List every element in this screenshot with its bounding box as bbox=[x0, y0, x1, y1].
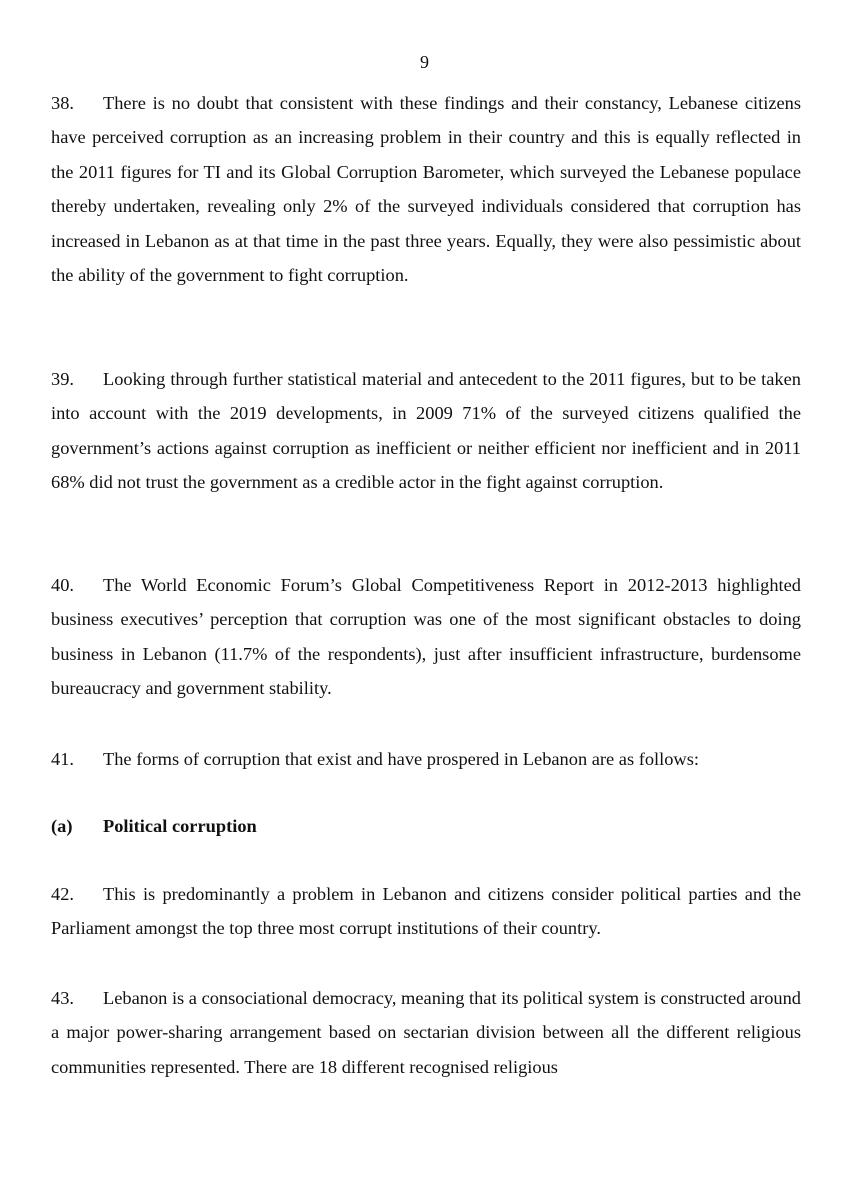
paragraph-40 bbox=[51, 568, 801, 706]
section-label: (a) bbox=[51, 816, 73, 836]
paragraph-number: 41. bbox=[51, 749, 74, 769]
section-title: Political corruption bbox=[103, 816, 257, 836]
paragraph-43 bbox=[51, 981, 801, 1084]
paragraph-number: 38. bbox=[51, 93, 74, 113]
paragraph-38 bbox=[51, 86, 801, 292]
paragraph-41 bbox=[51, 742, 801, 776]
section-heading bbox=[51, 809, 801, 843]
paragraph-number: 40. bbox=[51, 575, 74, 595]
paragraph-number: 43. bbox=[51, 988, 74, 1008]
paragraph-text: Lebanon is a consociational democracy, meaning that its political system is constructed around a major power-sharing arrangement based on sectarian division between all the different religious communities represented. There are 18 different recognised religious bbox=[51, 988, 801, 1077]
paragraph-number: 39. bbox=[51, 369, 74, 389]
paragraph-text: The forms of corruption that exist and have prospered in Lebanon are as follows: bbox=[103, 749, 699, 769]
paragraph-text: There is no doubt that consistent with these findings and their constancy, Lebanese citizens have perceived corruption as an increasing problem in their country and this is equally reflected in the 2011 figures for TI and its Global Corruption Barometer, which surveyed the Lebanese populace thereby undertaken, revealing only 2% of the surveyed individuals considered that corruption has increased in Lebanon as at that time in the past three years. Equally, they were also pessimistic about the ability of the government to fight corruption. bbox=[51, 93, 801, 286]
paragraph-39 bbox=[51, 362, 801, 500]
paragraph-number: 42. bbox=[51, 884, 74, 904]
paragraph-42 bbox=[51, 877, 801, 946]
page-number: 9 bbox=[420, 52, 429, 72]
paragraph-text: Looking through further statistical material and antecedent to the 2011 figures, but to be taken into account with the 2019 developments, in 2009 71% of the surveyed citizens qualified the government’s actions against corruption as inefficient or neither efficient nor inefficient and in 2011 68% did not trust the government as a credible actor in the fight against corruption. bbox=[51, 369, 801, 493]
paragraph-text: This is predominantly a problem in Lebanon and citizens consider political parties and the Parliament amongst the top three most corrupt institutions of their country. bbox=[51, 884, 801, 939]
paragraph-text: The World Economic Forum’s Global Competitiveness Report in 2012-2013 highlighted business executives’ perception that corruption was one of the most significant obstacles to doing business in Lebanon (11.7% of the respondents), just after insufficient infrastructure, burdensome bureaucracy and government stability. bbox=[51, 575, 801, 699]
